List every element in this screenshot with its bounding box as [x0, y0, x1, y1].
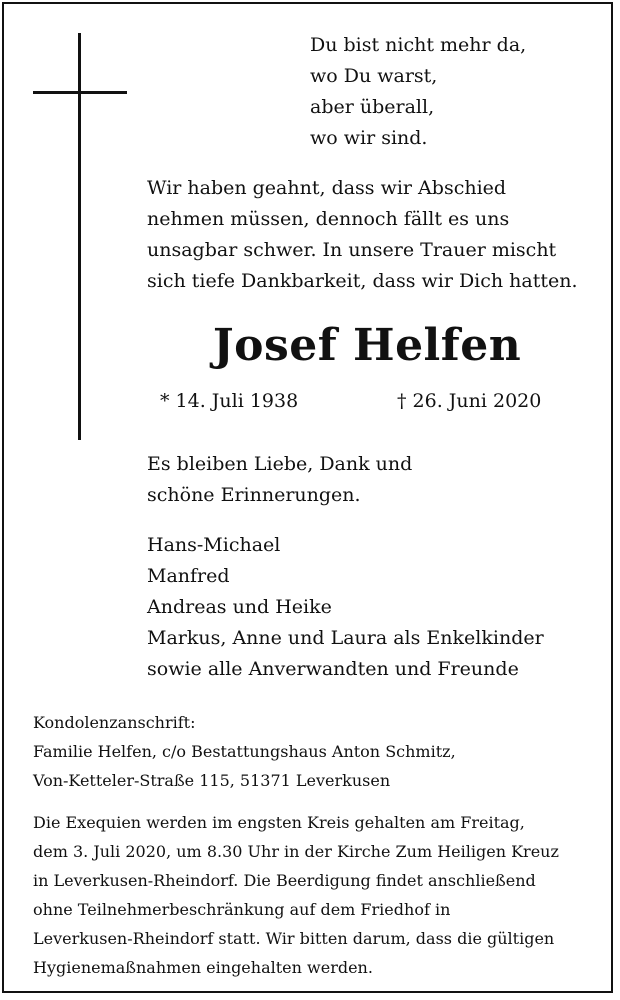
service-info	[33, 808, 559, 982]
service-line: ohne Teilnehmerbeschränkung auf dem Friedhof in	[33, 900, 451, 919]
intro-line: unsagbar schwer. In unsere Trauer mischt	[147, 239, 557, 261]
cross-horizontal-bar	[33, 91, 127, 94]
address-line: Kondolenzanschrift:	[33, 713, 196, 732]
intro-line: Wir haben geahnt, dass wir Abschied	[147, 177, 507, 199]
service-line: Leverkusen-Rheindorf statt. Wir bitten darum, dass die gültigen	[33, 929, 555, 948]
service-line: Hygienemaßnahmen eingehalten werden.	[33, 958, 373, 977]
poem-line: aber überall,	[310, 96, 435, 118]
intro-line: nehmen müssen, dennoch fällt es uns	[147, 208, 510, 230]
poem-line: wo Du warst,	[310, 65, 438, 87]
mourner-name: Markus, Anne und Laura als Enkelkinder	[147, 627, 544, 649]
mourners-list	[147, 530, 544, 685]
service-line: Die Exequien werden im engsten Kreis gehalten am Freitag,	[33, 813, 525, 832]
closing-line: schöne Erinnerungen.	[147, 484, 361, 506]
poem	[310, 30, 526, 154]
service-line: dem 3. Juli 2020, um 8.30 Uhr in der Kirche Zum Heiligen Kreuz	[33, 842, 559, 861]
death-date: † 26. Juni 2020	[397, 390, 542, 412]
address-line: Familie Helfen, c/o Bestattungshaus Anton Schmitz,	[33, 742, 456, 761]
poem-line: Du bist nicht mehr da,	[310, 34, 527, 56]
intro-line: sich tiefe Dankbarkeit, dass wir Dich hatten.	[147, 270, 578, 292]
cross-vertical-bar	[78, 33, 81, 440]
mourner-name: Andreas und Heike	[147, 596, 332, 618]
condolence-address	[33, 708, 456, 795]
address-line: Von-Ketteler-Straße 115, 51371 Leverkusen	[33, 771, 391, 790]
birth-date: * 14. Juli 1938	[160, 390, 299, 412]
closing-line: Es bleiben Liebe, Dank und	[147, 453, 413, 475]
mourner-name: sowie alle Anverwandten und Freunde	[147, 658, 519, 680]
service-line: in Leverkusen-Rheindorf. Die Beerdigung findet anschließend	[33, 871, 536, 890]
intro-text	[147, 173, 578, 297]
mourner-name: Hans-Michael	[147, 534, 281, 556]
deceased-name: Josef Helfen	[212, 320, 522, 371]
closing-text	[147, 449, 412, 511]
poem-line: wo wir sind.	[310, 127, 428, 149]
mourner-name: Manfred	[147, 565, 230, 587]
